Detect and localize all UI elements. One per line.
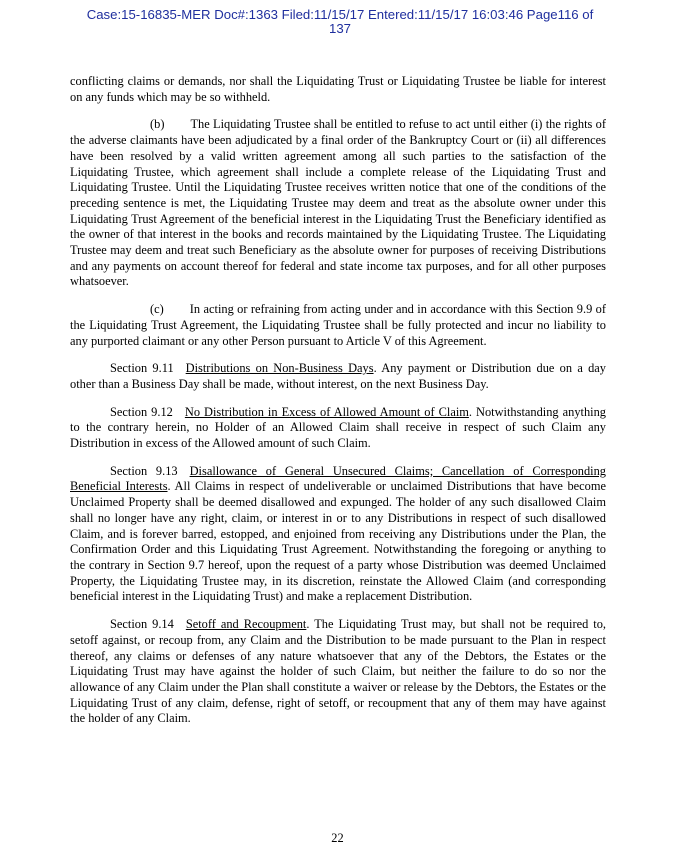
section-9-12 xyxy=(70,405,606,452)
case-header xyxy=(40,8,640,36)
paragraph-c-label: (c) xyxy=(150,302,164,317)
paragraph-b-text: The Liquidating Trustee shall be entitled to refuse to act until either (i) the rights of the adverse claimants have been adjudicated by a final order of the Bankruptcy Court or (ii) all differences have been resolved by a valid written agreement among all such parties to the satisfaction of the Liquidating Trustee, which agreement shall include a complete release of the Liquidating Trust and Liquidating Trustee. Until the Liquidating Trustee receives written notice that one of the conditions of the preceding sentence is met, the Liquidating Trustee may deem and treat as the absolute owner under this Liquidating Trust Agreement of the beneficial interest in the Liquidating Trust the Beneficiary identified as the owner of that interest in the books and records maintained by the Liquidating Trustee. The Liquidating Trustee may deem and treat such Beneficiary as the absolute owner for purposes of receiving Distributions and any payments on account thereof for federal and state income tax purposes, and for all other purposes whatsoever. xyxy=(70,117,606,289)
paragraph-continuation: conflicting claims or demands, nor shall the Liquidating Trust or Liquidating Trustee be liable for interest on any funds which may be so withheld. xyxy=(70,74,606,104)
paragraph-b-label: (b) xyxy=(150,117,165,132)
section-9-13 xyxy=(70,464,606,605)
section-9-12-number: Section 9.12 xyxy=(110,404,173,419)
section-9-14-number: Section 9.14 xyxy=(110,617,174,632)
section-9-13-title: Disallowance of General Unsecured Claims; Cancellation of Corresponding Beneficial Interests xyxy=(70,463,606,494)
section-9-12-text: . Notwithstanding anything to the contrary herein, no Holder of an Allowed Claim shall receive in respect of such Claim any Distribution in excess of the Allowed amount of such Claim. xyxy=(70,404,606,451)
section-9-11 xyxy=(70,361,606,392)
section-9-14-title: Setoff and Recoupment xyxy=(185,617,307,632)
paragraph-b xyxy=(70,117,606,290)
section-9-12-title: No Distribution in Excess of Allowed Amount of Claim xyxy=(184,404,469,419)
section-9-14 xyxy=(70,617,606,727)
section-9-13-number: Section 9.13 xyxy=(110,463,178,478)
section-9-11-title: Distributions on Non-Business Days xyxy=(185,361,374,376)
paragraph-c-text: In acting or refraining from acting under and in accordance with this Section 9.9 of the Liquidating Trust Agreement, the Liquidating Trustee shall be fully protected and incur no liability to any purported claimant or any other Person pursuant to Article V of this Agreement. xyxy=(70,302,606,348)
section-9-11-number: Section 9.11 xyxy=(110,361,174,376)
section-9-11-text: . Any payment or Distribution due on a day other than a Business Day shall be made, without interest, on the next Business Day. xyxy=(70,361,606,391)
case-header-line1: Case:15-16835-MER Doc#:1363 Filed:11/15/17 Entered:11/15/17 16:03:46 Page116 of xyxy=(86,7,594,22)
section-9-13-text: . All Claims in respect of undeliverable or unclaimed Distributions that have become Unclaimed Property shall be deemed disallowed and expunged. The holder of any such disallowed Claim shall no longer have any right, claim, or interest in or to any Distributions in respect of such disallowed Claim, and is forever barred, estopped, and enjoined from receiving any Distributions under the Plan, the Confirmation Order and this Liquidating Trust Agreement. Notwithstanding the foregoing or anything to the contrary in Section 9.7 hereof, upon the request of a party whose Distribution was deemed Unclaimed Property, the Liquidating Trustee may, in its discretion, reinstate the Allowed Claim (and corresponding beneficial interest in the Liquidating Trust) and make a replacement Distribution. xyxy=(70,479,606,604)
section-9-14-text: . The Liquidating Trust may, but shall not be required to, setoff against, or recoup from, any Claim and the Distribution to be made pursuant to the Plan in respect thereof, any claims or defenses of any nature whatsoever that any of the Debtors, the Estates or the Liquidating Trust may have against the holder of such Claim, but neither the failure to do so nor the allowance of any Claim under the Plan shall constitute a waiver or release by the Debtors, the Estates or the Liquidating Trust of any claim, defense, right of setoff, or recoupment that any of them may have against the holder of any Claim. xyxy=(70,617,606,726)
case-header-line2: 137 xyxy=(328,21,351,36)
paragraph-c xyxy=(70,302,606,349)
document-body xyxy=(70,74,606,739)
page-number: 22 xyxy=(331,831,344,845)
